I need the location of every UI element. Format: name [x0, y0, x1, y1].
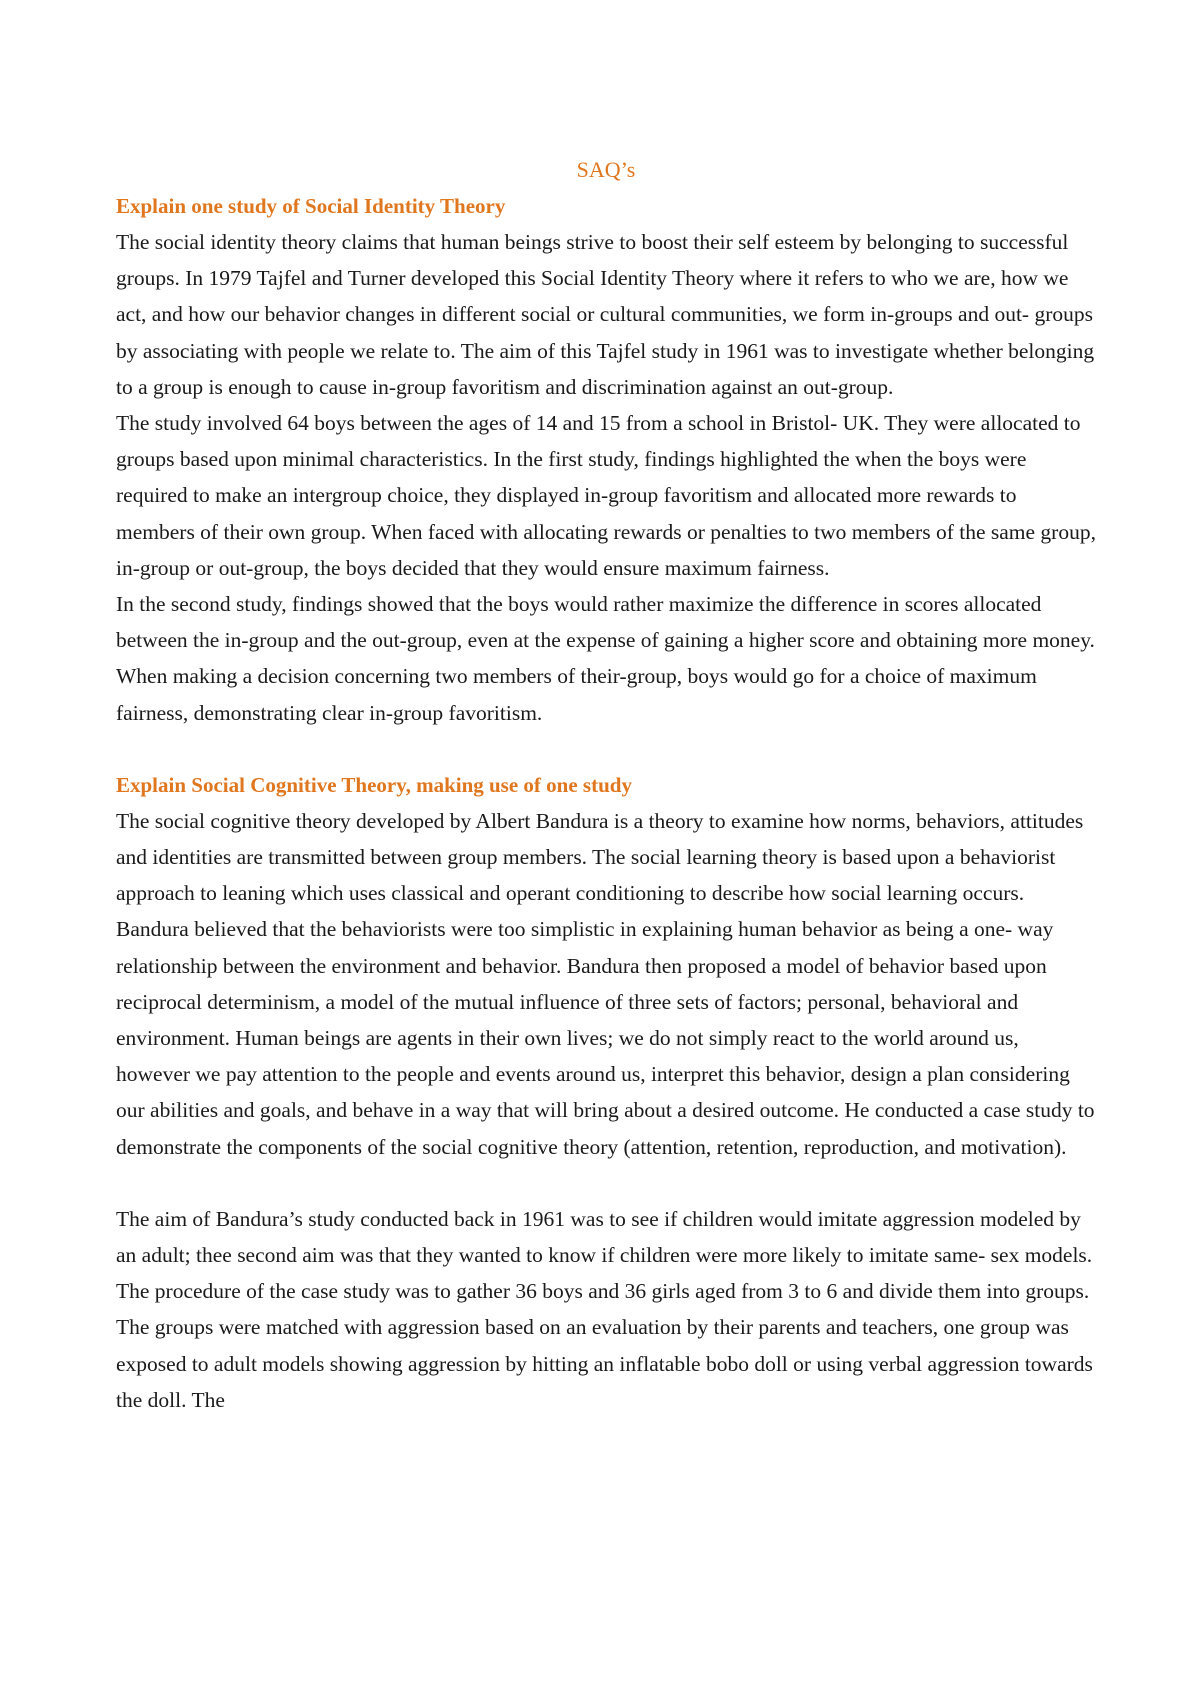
section-heading-social-identity: Explain one study of Social Identity Theory [116, 194, 506, 218]
spacer [116, 731, 1096, 767]
section-heading-social-cognitive: Explain Social Cognitive Theory, making use of one study [116, 772, 632, 797]
document-title: SAQ’s [576, 157, 636, 182]
paragraph: The social identity theory claims that human beings strive to boost their self esteem by belonging to successful groups. In 1979 Tajfel and Turner developed this Social Identity Theory where it refers to who we are, how we act, and how our behavior changes in different social or cultural communities, we form in-groups and out- groups by associating with people we relate to. The aim of this Tajfel study in 1961 was to investigate whether belonging to a group is enough to cause in-group favoritism and discrimination against an out-group. [116, 230, 1095, 399]
document-page [116, 152, 1096, 1418]
spacer [116, 1165, 1096, 1201]
paragraph: The aim of Bandura’s study conducted back in 1961 was to see if children would imitate aggression modeled by an adult; thee second aim was that they wanted to know if children were more likely to imitate same- sex models. The procedure of the case study was to gather 36 boys and 36 girls aged from 3 to 6 and divide them into groups. The groups were matched with aggression based on an evaluation by their parents and teachers, one group was exposed to adult models showing aggression by hitting an inflatable bobo doll or using verbal aggression towards the doll. The [116, 1206, 1093, 1412]
paragraph: The social cognitive theory developed by Albert Bandura is a theory to examine how norms, behaviors, attitudes and identities are transmitted between group members. The social learning theory is based upon a behaviorist approach to leaning which uses classical and operant conditioning to describe how social learning occurs. Bandura believed that the behaviorists were too simplistic in explaining human behavior as being a one- way relationship between the environment and behavior. Bandura then proposed a model of behavior based upon reciprocal determinism, a model of the mutual influence of three sets of factors; personal, behavioral and environment. Human beings are agents in their own lives; we do not simply react to the world around us, however we pay attention to the people and events around us, interpret this behavior, design a plan considering our abilities and goals, and behave in a way that will bring about a desired outcome. He conducted a case study to demonstrate the components of the social cognitive theory (attention, retention, reproduction, and motivation). [116, 808, 1095, 1159]
paragraph: In the second study, findings showed that the boys would rather maximize the difference in scores allocated between the in-group and the out-group, even at the expense of gaining a higher score and obtaining more money. When making a decision concerning two members of their-group, boys would go for a choice of maximum fairness, demonstrating clear in-group favoritism. [116, 592, 1095, 725]
paragraph: The study involved 64 boys between the ages of 14 and 15 from a school in Bristol- UK. They were allocated to groups based upon minimal characteristics. In the first study, findings highlighted the when the boys were required to make an intergroup choice, they displayed in-group favoritism and allocated more rewards to members of their own group. When faced with allocating rewards or penalties to two members of the same group, in-group or out-group, the boys decided that they would ensure maximum fairness. [116, 411, 1096, 580]
